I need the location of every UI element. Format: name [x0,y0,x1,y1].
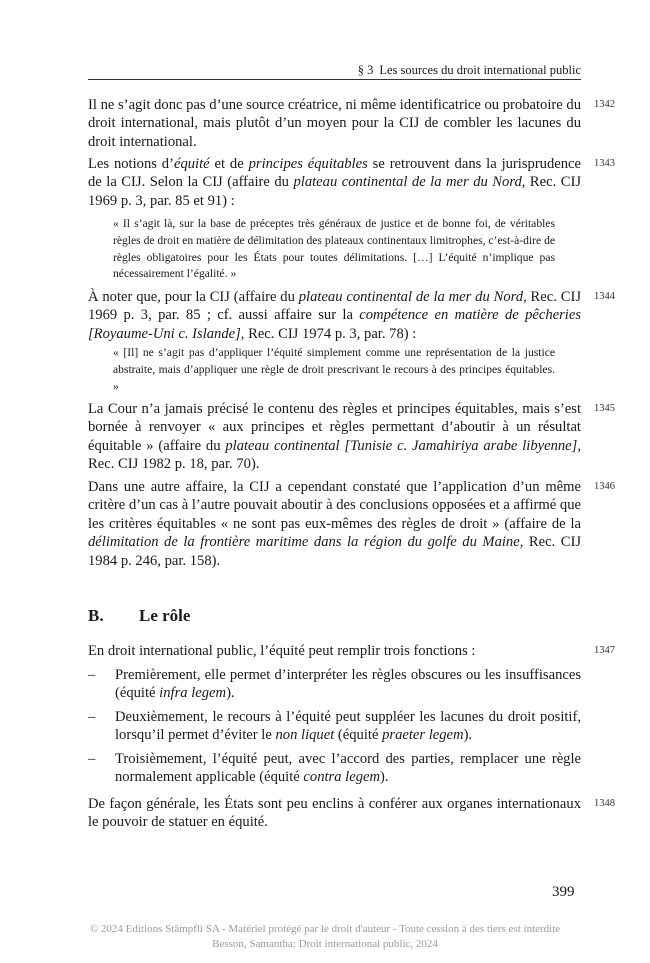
italic-text: non liquet [275,727,335,744]
paragraph-1344 [88,288,581,343]
quote-1344: « [Il] ne s’agit pas d’appliquer l’équité simplement comme une représentation de la justice abstraite, mais d’appliquer une règle de droit prescrivant le recours à des principes équitables. » [113,346,555,393]
list-item-1 [88,666,581,703]
paragraph-1343 [88,155,581,210]
italic-text: compétence en matière de pêcheries [Royaume-Uni c. Islande] [88,307,581,342]
list-item-3 [88,750,581,787]
list-item-2 [88,708,581,745]
text-run: Il ne s’agit donc pas d’une source créatrice, ni même identificatrice ou probatoire du droit international, mais plutôt d’un moyen pour la CIJ de combler les lacunes du droit international. [88,97,581,150]
italic-text: contra legem [303,769,381,786]
section-heading-letter: B. [88,606,104,625]
text-run: , Rec. CIJ 1984 p. 246, par. 158). [88,534,581,569]
list-item-text [115,666,581,703]
text-run: ). [463,727,473,744]
italic-text: équité [173,156,210,172]
margin-number-1345: 1345 [594,403,615,414]
text-run: et de [209,156,249,172]
text-run: , Rec. CIJ 1982 p. 18, par. 70). [88,437,581,473]
italic-text: principes équitables [248,156,368,172]
section-heading-title: Le rôle [139,606,191,625]
running-header [88,63,581,80]
italic-text: plateau continental de la mer du Nord [298,289,524,305]
italic-text: infra legem [159,685,227,702]
text-run: Dans une autre affaire, la CIJ a cependant constaté que l’application d’un même critère d’un cas à l’autre pouvait aboutir à des conclusions opposées et a affirmé que les critères équitables « ne sont pas eux-mêmes des règles de droit » (affaire de la [88,479,581,532]
section-heading [88,606,190,626]
text-run: Deuxièmement, le recours à l’équité peut suppléer les lacunes du droit positif, lorsqu’il permet d’éviter le [115,709,581,744]
list-dash: – [88,667,96,683]
paragraph-1342 [88,96,581,151]
text-run: , Rec. CIJ 1969 p. 3, par. 85 ; cf. aussi affaire sur la [88,289,582,324]
paragraph-1346 [88,478,581,570]
margin-number-1342: 1342 [594,99,615,110]
text-run: À noter que, pour la CIJ (affaire du [88,289,299,305]
paragraph-1347-intro: En droit international public, l’équité peut remplir trois fonctions : [88,643,476,659]
italic-text: délimitation de la frontière maritime dans la région du golfe du Maine [88,534,520,551]
header-section-number: § 3 [357,63,374,77]
italic-text: plateau continental de la mer du Nord [293,174,522,191]
text-run: ). [226,685,235,702]
list-item-text [115,750,581,787]
list-dash: – [88,751,96,767]
text-run: , Rec. CIJ 1969 p. 3, par. 85 et 91) : [88,174,582,209]
text-run: Premièrement, elle permet d’interpréter les règles obscures ou les insuffisances (équité [115,667,581,702]
source-footer: Besson, Samantha: Droit international public, 2024 [212,938,438,950]
margin-number-1347: 1347 [594,645,615,656]
copyright-footer: © 2024 Editions Stämpfli SA - Matériel protégé par le droit d'auteur - Toute cession à des tiers est interdite [89,923,561,935]
margin-number-1344: 1344 [594,291,615,302]
text-run: Les notions d’ [88,156,174,172]
text-run: (équité [334,727,383,744]
list-dash: – [88,709,96,725]
margin-number-1348: 1348 [594,798,615,809]
page-number: 399 [552,884,575,900]
paragraph-1348: De façon générale, les États sont peu enclins à conférer aux organes internationaux le pouvoir de statuer en équité. [88,796,581,831]
text-run: ). [380,769,389,786]
margin-number-1346: 1346 [594,481,615,492]
quote-1343: « Il s’agit là, sur la base de préceptes très généraux de justice et de bonne foi, de véritables règles de droit en matière de délimitation des plateaux continentaux limitrophes, c’est-à-dire de règles obligatoires pour les États pour toutes délimitations. […] L’équité n’implique pas nécessairement l’égalité. » [113,217,556,281]
paragraph-1345 [88,400,581,474]
margin-number-1343: 1343 [594,158,615,169]
italic-text: plateau continental [Tunisie c. Jamahiriya arabe libyenne] [225,437,578,454]
header-title: Les sources du droit international public [379,63,581,77]
text-run: se retrouvent dans la jurisprudence de la CIJ. Selon la CIJ (affaire du [88,156,582,191]
text-run: La Cour n’a jamais précisé le contenu des règles et principes équitables, mais s’est bornée à renvoyer « aux principes et règles permettant d’aboutir à un résultat équitable » (affaire du [88,401,581,454]
text-run: , Rec. CIJ 1974 p. 3, par. 78) : [240,325,417,342]
text-run: Troisièmement, l’équité peut, avec l’accord des parties, remplacer une règle normalement applicable (équité [115,751,581,786]
italic-text: praeter legem [382,727,464,744]
list-item-text [115,708,581,745]
